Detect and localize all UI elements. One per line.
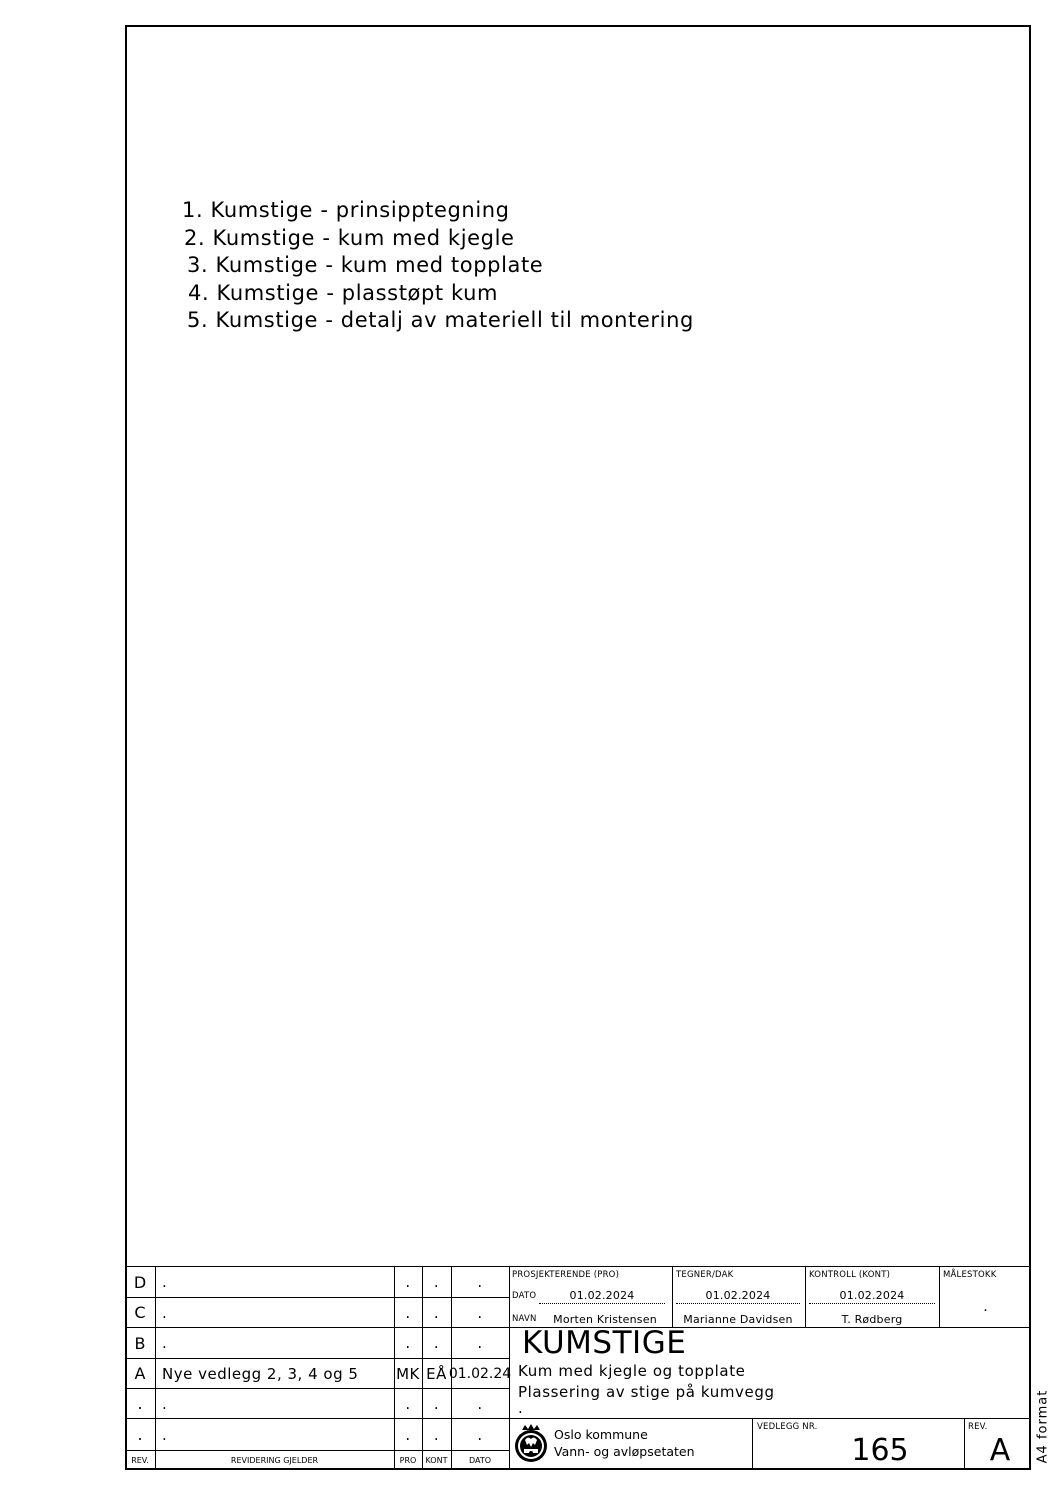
revision-text: Nye vedlegg 2, 3, 4 og 5 — [162, 1364, 359, 1383]
rev-letter: A — [134, 1364, 146, 1383]
rev-letter: B — [134, 1333, 146, 1353]
revision-pro: . — [405, 1303, 411, 1322]
revision-kont: . — [433, 1394, 440, 1413]
drawing-subtitle-2: Plassering av stige på kumvegg — [518, 1383, 775, 1401]
contents-item: 2. Kumstige - kum med kjegle — [184, 225, 515, 250]
revision-dato: . — [477, 1334, 483, 1352]
revision-dato: . — [477, 1273, 483, 1291]
revision-pro: . — [405, 1425, 411, 1444]
revision-text: . — [162, 1303, 168, 1322]
header-pro: PRO — [399, 1456, 417, 1465]
revision-dato: . — [477, 1303, 483, 1322]
tegner-navn: Marianne Davidsen — [683, 1312, 793, 1326]
label-prosjekterende: PROSJEKTERENDE (PRO) — [512, 1270, 620, 1280]
label-navn: NAVN — [512, 1314, 537, 1324]
format-label: A4 format — [1035, 1389, 1051, 1463]
contents-list — [180, 197, 694, 335]
revision-kont: EÅ — [426, 1364, 447, 1383]
header-rev: REV. — [131, 1456, 149, 1465]
drawing-title: KUMSTIGE — [522, 1325, 687, 1361]
rev-letter: . — [137, 1394, 143, 1413]
rev-value: A — [989, 1432, 1011, 1468]
contents-item: 4. Kumstige - plasstøpt kum — [188, 280, 499, 305]
kontroll-dato: 01.02.2024 — [809, 1288, 935, 1304]
pro-navn: Morten Kristensen — [553, 1312, 657, 1326]
revision-dato: 01.02.24 — [448, 1365, 512, 1382]
contents-item: 1. Kumstige - prinsipptegning — [182, 198, 510, 222]
header-kont: KONT — [425, 1456, 448, 1465]
label-tegner: TEGNER/DAK — [676, 1270, 734, 1280]
rev-letter: C — [134, 1303, 146, 1322]
revision-pro: . — [405, 1334, 411, 1352]
oslo-city-seal-icon — [514, 1423, 548, 1463]
org-department: Vann- og avløpsetaten — [554, 1443, 695, 1459]
rev-letter: D — [133, 1272, 147, 1292]
revision-dato: . — [477, 1394, 483, 1413]
header-revidering: REVIDERING GJELDER — [230, 1456, 319, 1465]
revision-text: . — [162, 1425, 168, 1444]
label-malestokk: MÅLESTOKK — [943, 1270, 997, 1280]
drawing-subtitle-3: . — [518, 1399, 524, 1417]
header-dato: DATO — [468, 1456, 492, 1465]
kontroll-navn: T. Rødberg — [841, 1312, 903, 1326]
revision-pro: . — [405, 1394, 411, 1413]
revision-pro: . — [405, 1273, 411, 1291]
revision-dato: . — [477, 1425, 483, 1444]
tegner-dato: 01.02.2024 — [676, 1288, 800, 1304]
label-rev: REV. — [968, 1422, 988, 1432]
revision-pro: MK — [396, 1364, 420, 1383]
pro-dato: 01.02.2024 — [539, 1288, 665, 1304]
revision-kont: . — [433, 1273, 440, 1291]
revision-kont: . — [433, 1303, 440, 1322]
revision-text: . — [162, 1273, 168, 1291]
rev-letter: . — [137, 1425, 143, 1444]
revision-kont: . — [433, 1334, 440, 1352]
revision-kont: . — [433, 1425, 440, 1444]
label-dato: DATO — [512, 1291, 537, 1301]
label-vedlegg: VEDLEGG NR. — [757, 1422, 818, 1432]
vedlegg-number: 165 — [851, 1432, 909, 1468]
malestokk-value: . — [983, 1299, 988, 1315]
contents-item: 5. Kumstige - detalj av materiell til montering — [187, 308, 694, 332]
org-name: Oslo kommune — [554, 1426, 648, 1442]
revision-text: . — [162, 1334, 168, 1352]
revision-text: . — [162, 1394, 168, 1413]
contents-item: 3. Kumstige - kum med topplate — [187, 253, 544, 277]
drawing-subtitle-1: Kum med kjegle og topplate — [518, 1362, 746, 1380]
label-kontroll: KONTROLL (KONT) — [809, 1270, 891, 1280]
